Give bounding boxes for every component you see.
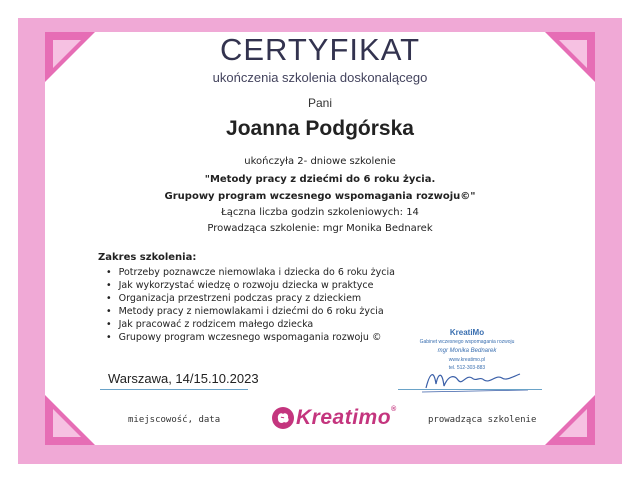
logo-trademark: ®	[391, 406, 397, 413]
stamp-phone: tel. 512-303-883	[448, 365, 486, 371]
list-item: • Grupowy program wczesnego wspomagania rozwoju ©	[106, 331, 395, 344]
place-date: Warszawa, 14/15.10.2023	[108, 371, 259, 386]
trainer-line: Prowadząca szkolenie: mgr Monika Bednarek	[207, 223, 433, 234]
total-hours: Łączna liczba godzin szkoleniowych: 14	[221, 207, 419, 218]
place-date-caption: miejscowość, data	[128, 415, 221, 425]
place-date-underline	[100, 389, 248, 390]
signature-underline	[398, 389, 542, 390]
stamp-line1: Gabinet wczesnego wspomagania rozwoju	[419, 339, 515, 345]
list-item: • Organizacja przestrzeni podczas pracy z dzieckiem	[106, 292, 395, 305]
stamp-person: mgr Monika Bednarek	[437, 348, 497, 354]
completion-text: ukończyła 2- dniowe szkolenie	[244, 156, 396, 167]
scope-list	[106, 266, 395, 344]
scope-title: Zakres szkolenia:	[98, 252, 197, 263]
certificate-subtitle: ukończenia szkolenia doskonalącego	[212, 70, 428, 85]
logo-text: Kreatimo	[296, 406, 392, 429]
brand-logo	[296, 406, 397, 430]
list-item: • Jak pracować z rodzicem małego dziecka	[106, 318, 395, 331]
recipient-name: Joanna Podgórska	[226, 117, 414, 140]
stamp-web: www.kreatimo.pl	[448, 357, 486, 363]
triangle-corner-icon-bottom-left	[45, 395, 95, 445]
brain-icon	[270, 405, 296, 431]
triangle-corner-icon-bottom-right	[545, 395, 595, 445]
list-item: • Potrzeby poznawcze niemowlaka i dziecka do 6 roku życia	[106, 266, 395, 279]
signer-caption: prowadząca szkolenie	[428, 415, 537, 425]
course-title-line2: Grupowy program wczesnego wspomagania rozwoju©"	[164, 191, 476, 202]
certificate-title: CERTYFIKAT	[219, 32, 421, 67]
course-title-line1: "Metody pracy z dziećmi do 6 roku życia.	[204, 174, 436, 185]
stamp-name: KreatiMo	[449, 328, 485, 337]
list-item: • Jak wykorzystać wiedzę o rozwoju dziecka w praktyce	[106, 279, 395, 292]
salutation: Pani	[307, 96, 333, 110]
list-item: • Metody pracy z niemowlakami i dziećmi do 6 roku życia	[106, 305, 395, 318]
